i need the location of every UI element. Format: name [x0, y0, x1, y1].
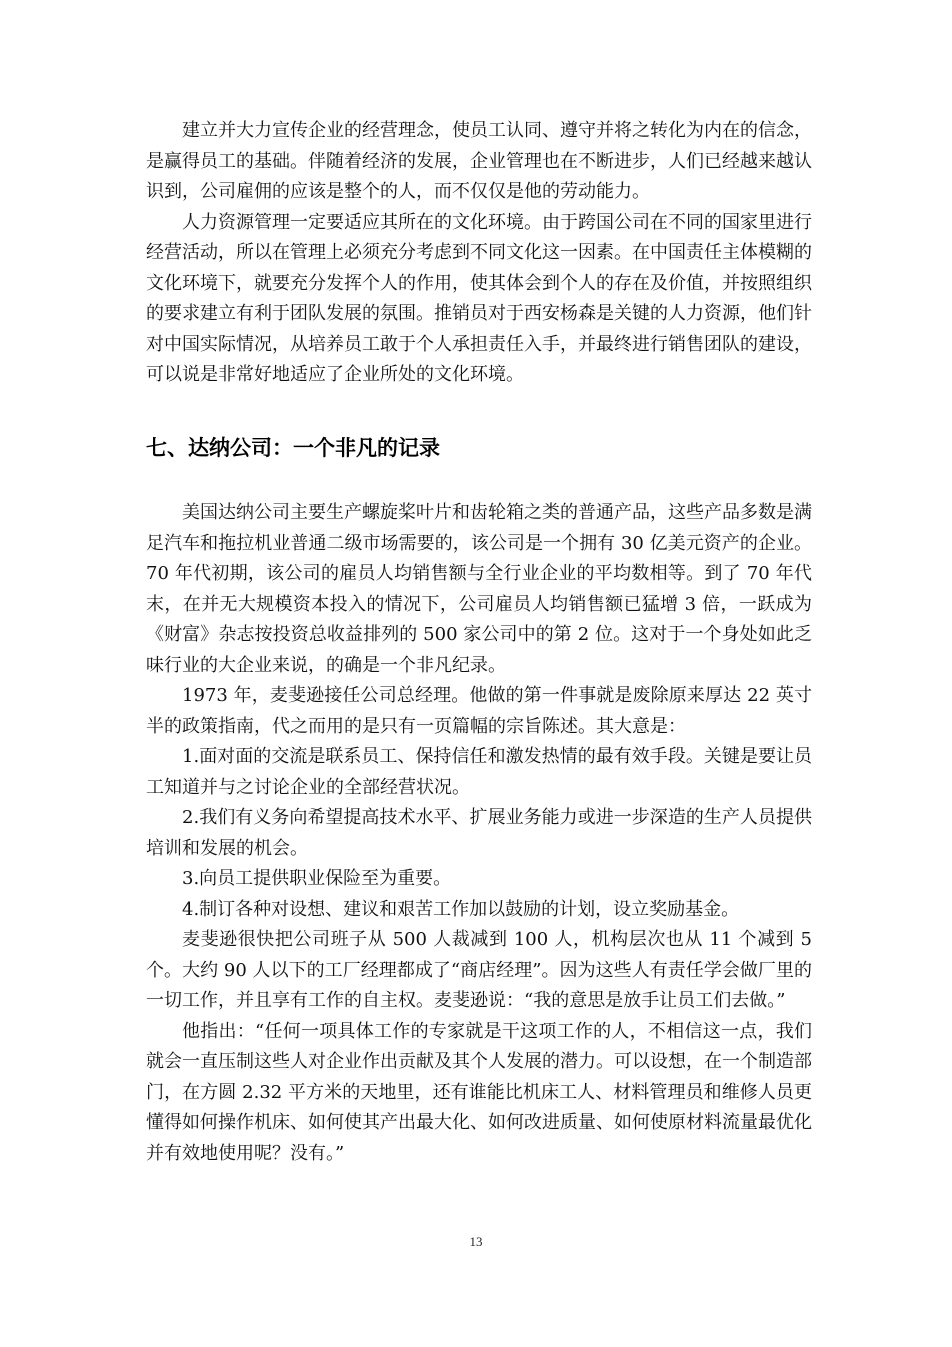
paragraph: 人力资源管理一定要适应其所在的文化环境。由于跨国公司在不同的国家里进行经营活动，所以在管理上必须充分考虑到不同文化这一因素。在中国责任主体模糊的文化环境下，就要充分发挥个人的作用，使其体会到个人的存在及价值，并按照组织的要求建立有利于团队发展的氛围。推销员对于西安杨森是关键的人力资源，他们针对中国实际情况，从培养员工敢于个人承担责任入手，并最终进行销售团队的建设，可以说是非常好地适应了企业所处的文化环境。 [146, 211, 812, 385]
paragraph: 1973 年，麦斐逊接任公司总经理。他做的第一件事就是废除原来厚达 22 英寸半的政策指南，代之而用的是只有一页篇幅的宗旨陈述。其大意是： [146, 685, 812, 737]
section-heading: 七、达纳公司：一个非凡的记录 [146, 436, 440, 460]
list-item: 3.向员工提供职业保险至为重要。 [182, 868, 452, 889]
paragraph: 美国达纳公司主要生产螺旋桨叶片和齿轮箱之类的普通产品，这些产品多数是满足汽车和拖拉机业普通二级市场需要的，该公司是一个拥有 30 亿美元资产的企业。70 年代初期，该公司的雇员人均销售额与全行业企业的平均数相等。到了 70 年代末，在并无大规模资本投入的情况下，公司雇员人均销售额已猛增 3 倍，一跃成为《财富》杂志按投资总收益排列的 500 家公司中的第 2 位。这对于一个身处如此乏味行业的大企业来说，的确是一个非凡纪录。 [146, 502, 812, 676]
paragraph: 他指出：“任何一项具体工作的专家就是干这项工作的人，不相信这一点，我们就会一直压制这些人对企业作出贡献及其个人发展的潜力。可以设想，在一个制造部门，在方圆 2.32 平方米的天地里，还有谁能比机床工人、材料管理员和维修人员更懂得如何操作机床、如何使其产出最大化、如何改进质量、如何使原材料流量最优化并有效地使用呢？没有。” [146, 1020, 812, 1164]
intro-text-block [146, 116, 812, 391]
list-item: 4.制订各种对设想、建议和艰苦工作加以鼓励的计划，设立奖励基金。 [182, 898, 740, 920]
list-item: 2.我们有义务向希望提高技术水平、扩展业务能力或进一步深造的生产人员提供培训和发展的机会。 [146, 807, 812, 859]
list-item: 1.面对面的交流是联系员工、保持信任和激发热情的最有效手段。关键是要让员工知道并与之讨论企业的全部经营状况。 [146, 746, 812, 798]
paragraph: 建立并大力宣传企业的经营理念，使员工认同、遵守并将之转化为内在的信念，是赢得员工的基础。伴随着经济的发展，企业管理也在不断进步，人们已经越来越认识到，公司雇佣的应该是整个的人，而不仅仅是他的劳动能力。 [146, 120, 812, 202]
paragraph: 麦斐逊很快把公司班子从 500 人裁减到 100 人，机构层次也从 11 个减到 5 个。大约 90 人以下的工厂经理都成了“商店经理”。因为这些人有责任学会做厂里的一切工作，并且享有工作的自主权。麦斐逊说：“我的意思是放手让员工们去做。” [146, 929, 812, 1011]
section-text-block [146, 498, 812, 1169]
page-number: 13 [469, 1234, 483, 1249]
